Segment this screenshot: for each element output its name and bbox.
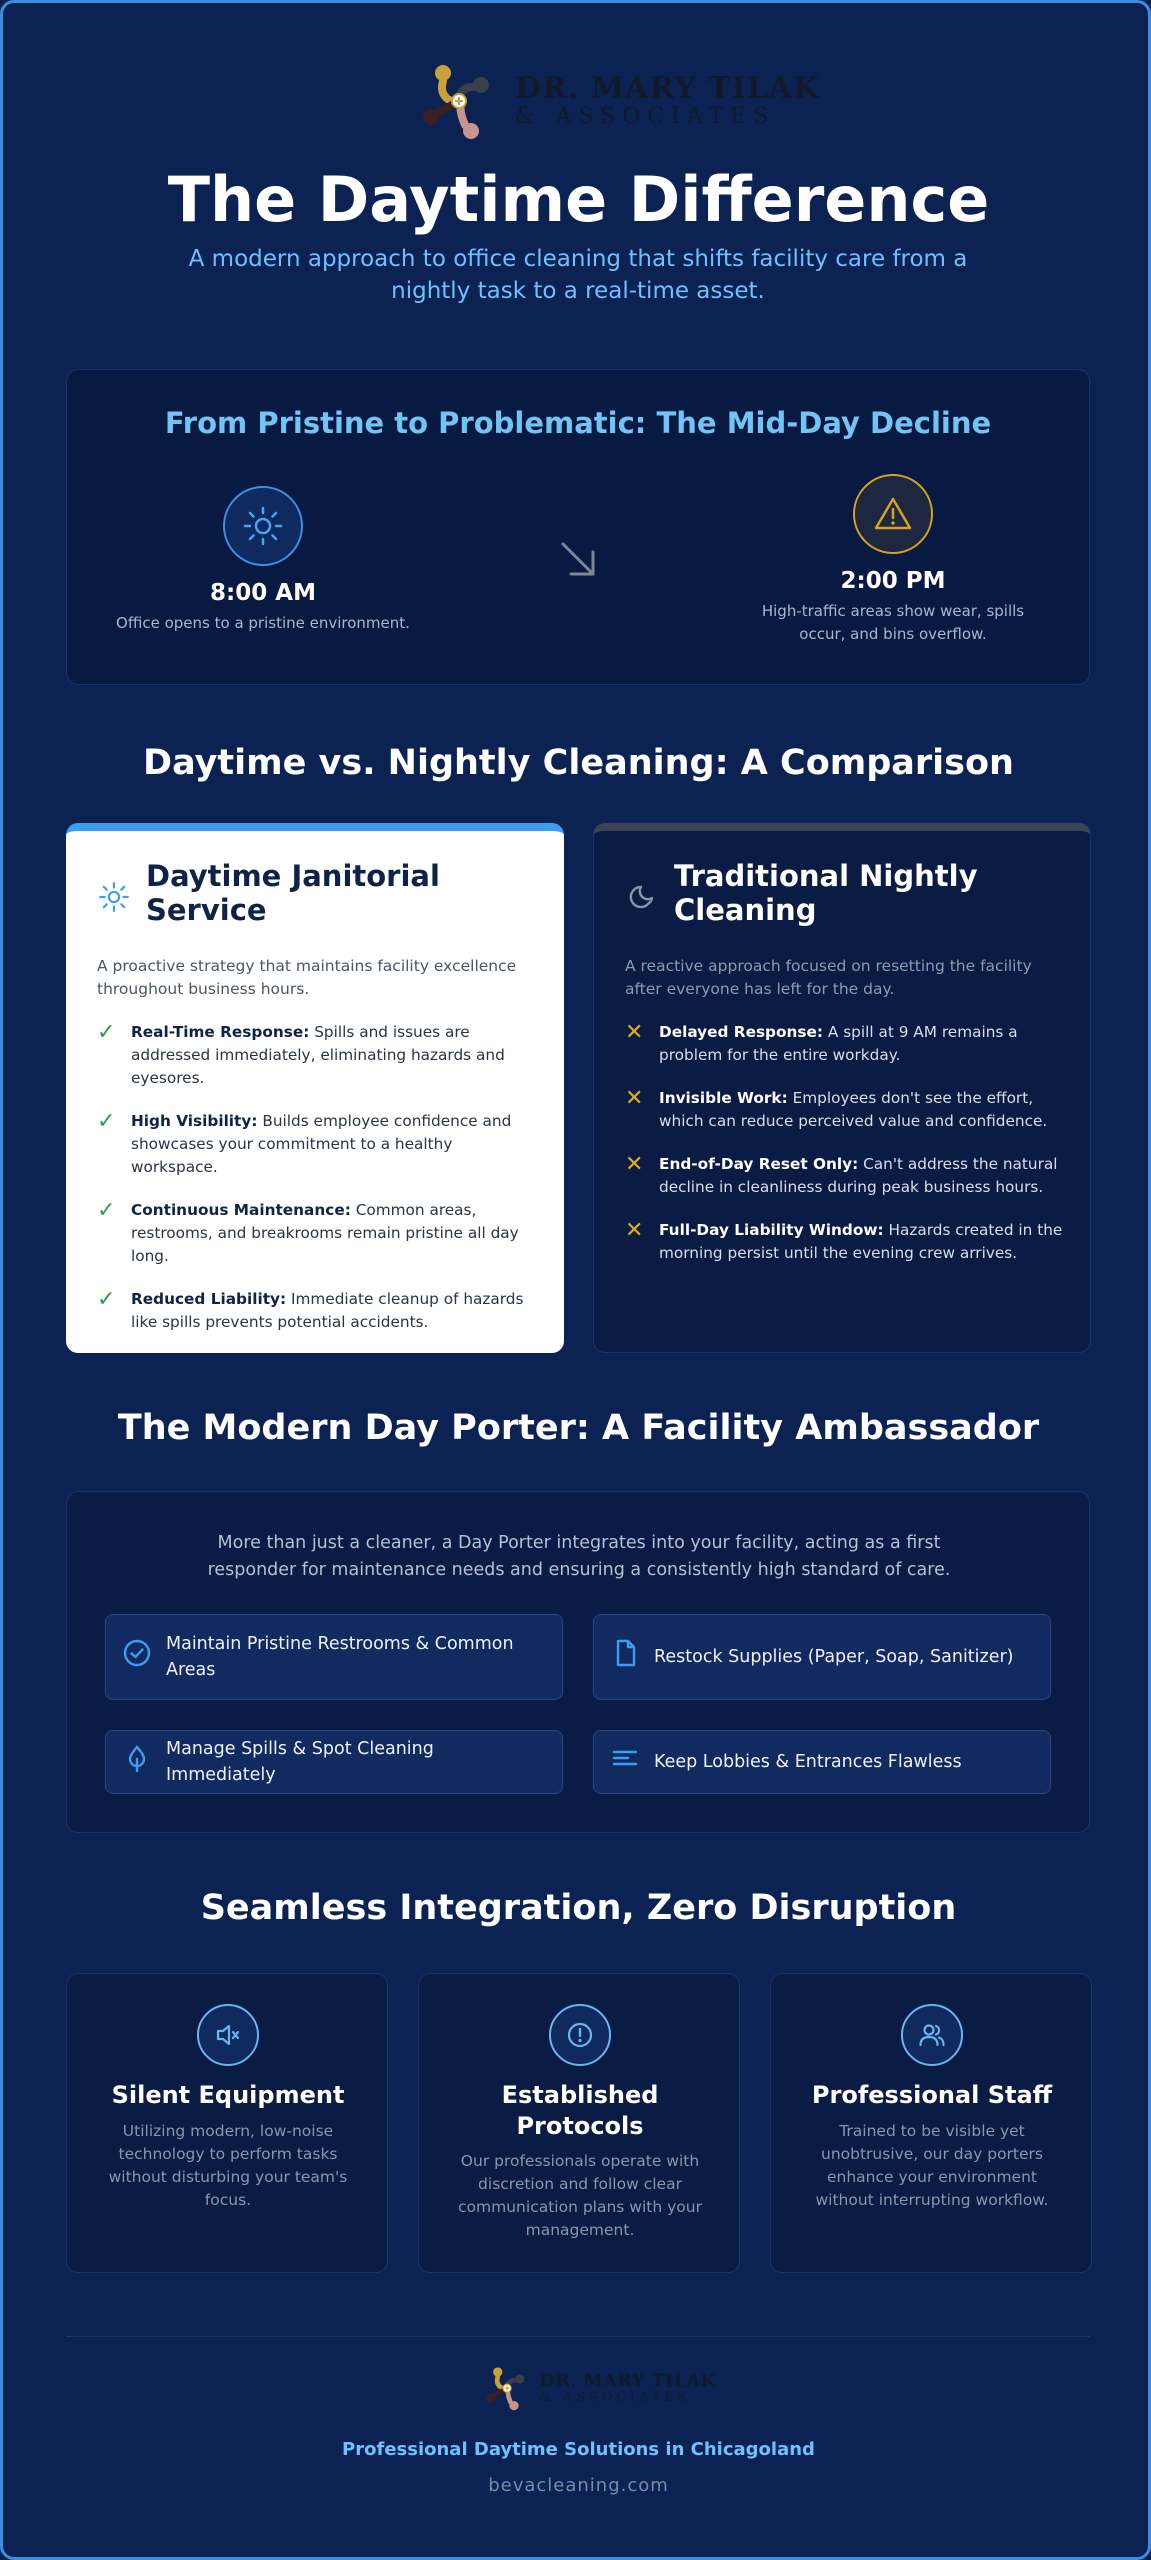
feature-established-protocols (418, 1973, 740, 2273)
midday-decline-card (66, 369, 1090, 685)
list-item-text (659, 1219, 1065, 1265)
daytime-benefit-list (97, 1021, 537, 1353)
footer-tagline: Professional Daytime Solutions in Chicagoland (342, 2439, 815, 2460)
end-time: 2:00 PM (840, 568, 946, 594)
list-item-text (131, 1288, 537, 1334)
list-item-body: Can't address the natural decline in cleanliness during peak business hours. (659, 1155, 1058, 1196)
check-circle-icon (122, 1638, 152, 1676)
logo-mark-icon (485, 2365, 531, 2411)
list-item-body: Common areas, restrooms, and breakrooms remain pristine all day long. (131, 1201, 519, 1265)
sun-icon (98, 859, 132, 927)
task-label: Restock Supplies (Paper, Soap, Sanitizer) (654, 1647, 1014, 1667)
list-item-text (659, 1087, 1065, 1133)
nightly-cleaning-card (593, 823, 1091, 1353)
task-label: Keep Lobbies & Entrances Flawless (654, 1752, 962, 1772)
porter-task-restrooms (105, 1614, 563, 1700)
list-item-label: Reduced Liability: (131, 1290, 287, 1308)
list-item (625, 1021, 1065, 1067)
daytime-title: Daytime Janitorial Service (146, 859, 440, 927)
check-icon: ✓ (97, 1287, 116, 1312)
cross-icon: ✕ (625, 1020, 644, 1045)
end-description: High-traffic areas show wear, spills occur, and bins overflow. (761, 602, 1025, 643)
feature-title: Established Protocols (501, 2081, 659, 2140)
list-item-text (131, 1199, 537, 1268)
logo-line-2: & ASSOCIATES (515, 104, 776, 129)
logo-line-2: & ASSOCIATES (539, 2389, 691, 2405)
list-item-body: Hazards created in the morning persist until the evening crew arrives. (659, 1221, 1063, 1262)
start-description: Office opens to a pristine environment. (116, 614, 410, 632)
feature-description: Trained to be visible yet unobtrusive, our day porters enhance your environment without interrupting workflow. (815, 2122, 1049, 2209)
cross-icon: ✕ (625, 1152, 644, 1177)
porter-task-spills (105, 1730, 563, 1794)
list-item-label: Continuous Maintenance: (131, 1201, 351, 1219)
logo-line-1: DR. MARY TILAK (539, 2370, 717, 2392)
list-item (625, 1219, 1065, 1265)
list-item-label: Invisible Work: (659, 1089, 788, 1107)
list-item-label: Delayed Response: (659, 1023, 823, 1041)
list-item (97, 1199, 537, 1268)
integration-heading: Seamless Integration, Zero Disruption (200, 1888, 957, 1928)
list-item-label: Full-Day Liability Window: (659, 1221, 884, 1239)
day-porter-card (66, 1491, 1090, 1833)
logo-line-1: DR. MARY TILAK (515, 71, 820, 106)
comparison-heading: Daytime vs. Nightly Cleaning: A Comparison (143, 743, 1014, 783)
list-item-body: Immediate cleanup of hazards like spills prevents potential accidents. (131, 1290, 524, 1331)
list-item (625, 1153, 1065, 1199)
list-item (97, 1021, 537, 1090)
list-item-label: Real-Time Response: (131, 1023, 310, 1041)
nightly-title: Traditional Nightly Cleaning (674, 859, 978, 927)
lines-icon (610, 1743, 640, 1781)
porter-heading: The Modern Day Porter: A Facility Ambassador (117, 1408, 1040, 1448)
footer-logo (485, 2365, 716, 2411)
list-item-label: End-of-Day Reset Only: (659, 1155, 859, 1173)
porter-task-restock (593, 1614, 1051, 1700)
list-item-text (659, 1021, 1065, 1067)
spill-drop-icon (122, 1743, 152, 1781)
arrow-down-right-icon (557, 538, 599, 584)
list-item-body: Employees don't see the effort, which can reduce perceived value and confidence. (659, 1089, 1048, 1130)
list-item-text (659, 1153, 1065, 1199)
moon-icon (626, 859, 660, 927)
list-item-text (131, 1110, 537, 1179)
decline-heading: From Pristine to Problematic: The Mid-Day Decline (164, 406, 992, 440)
warning-triangle-icon (853, 474, 933, 554)
list-item-text (131, 1021, 537, 1090)
nightly-drawback-list (625, 1021, 1065, 1285)
list-item-body: Spills and issues are addressed immediately, eliminating hazards and eyesores. (131, 1023, 505, 1087)
feature-title: Professional Staff (811, 2081, 1053, 2109)
daytime-service-card (66, 823, 564, 1353)
porter-intro: More than just a cleaner, a Day Porter integrates into your facility, acting as a first responder for maintenance needs and ensuring a consistently high standard of care. (207, 1533, 951, 1580)
porter-task-lobbies (593, 1730, 1051, 1794)
feature-title: Silent Equipment (111, 2081, 345, 2109)
check-icon: ✓ (97, 1198, 116, 1223)
feature-description: Utilizing modern, low-noise technology to perform tasks without disturbing your team's focus. (108, 2122, 348, 2209)
cross-icon: ✕ (625, 1086, 644, 1111)
list-item (625, 1087, 1065, 1133)
users-icon (901, 2004, 963, 2066)
list-item-body: Builds employee confidence and showcases your commitment to a healthy workspace. (131, 1112, 512, 1176)
list-item-body: A spill at 9 AM remains a problem for the entire workday. (659, 1023, 1018, 1064)
list-item (97, 1110, 537, 1179)
check-icon: ✓ (97, 1109, 116, 1134)
logo-mark-icon (421, 61, 501, 141)
feature-silent-equipment (66, 1973, 388, 2273)
document-icon (610, 1638, 640, 1676)
cross-icon: ✕ (625, 1218, 644, 1243)
footer-website-link[interactable]: bevacleaning.com (488, 2475, 669, 2496)
list-item-label: High Visibility: (131, 1112, 258, 1130)
list-item (97, 1288, 537, 1334)
sun-icon (223, 486, 303, 566)
page-subtitle: A modern approach to office cleaning that shifts facility care from a nightly task to a real-time asset. (188, 246, 968, 304)
footer-divider (66, 2336, 1090, 2337)
speaker-mute-icon (197, 2004, 259, 2066)
task-label: Maintain Pristine Restrooms & Common Areas (166, 1634, 514, 1680)
feature-professional-staff (770, 1973, 1092, 2273)
company-logo (421, 61, 820, 141)
feature-description: Our professionals operate with discretion and follow clear communication plans with your management. (458, 2152, 702, 2239)
start-time: 8:00 AM (210, 580, 316, 606)
page-title: The Daytime Difference (167, 163, 990, 236)
alert-circle-icon (549, 2004, 611, 2066)
check-icon: ✓ (97, 1020, 116, 1045)
daytime-intro: A proactive strategy that maintains facility excellence throughout business hours. (97, 957, 517, 998)
task-label: Manage Spills & Spot Cleaning Immediately (166, 1739, 434, 1785)
nightly-intro: A reactive approach focused on resetting the facility after everyone has left for the day. (625, 957, 1032, 998)
